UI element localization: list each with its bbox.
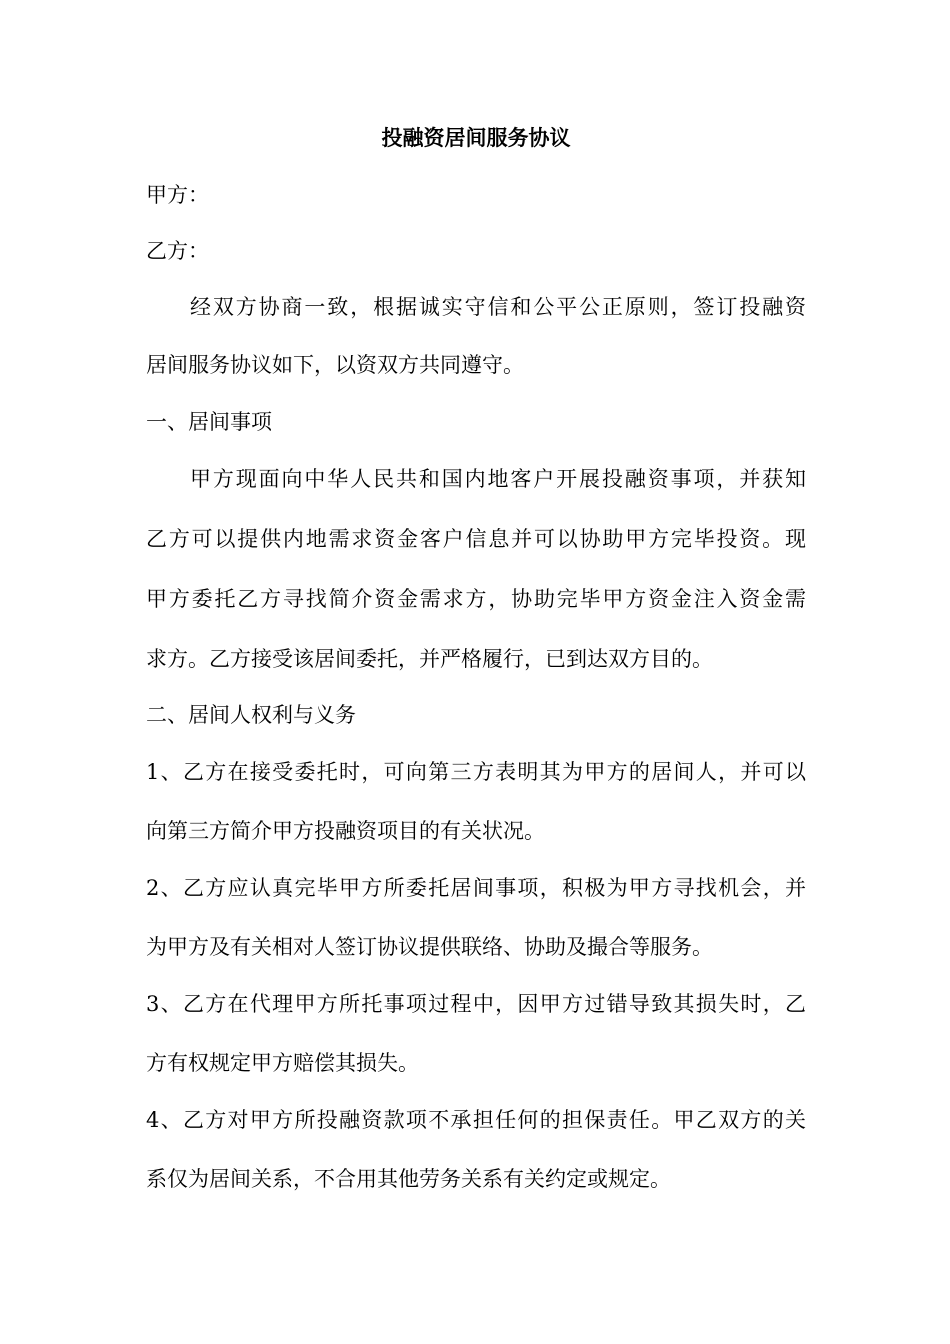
clause-2-line-1: 2、乙方应认真完毕甲方所委托居间事项，积极为甲方寻找机会，并 [146, 876, 806, 900]
section-2-heading: 二、居间人权利与义务 [146, 703, 356, 727]
section-1-line-3: 甲方委托乙方寻找简介资金需求方，协助完毕甲方资金注入资金需 [146, 587, 806, 611]
clause-4-line-2: 系仅为居间关系，不合用其他劳务关系有关约定或规定。 [146, 1167, 671, 1191]
party-a-label: 甲方： [146, 183, 209, 207]
intro-line-2: 居间服务协议如下，以资双方共同遵守。 [146, 353, 524, 377]
section-1-line-1: 甲方现面向中华人民共和国内地客户开展投融资事项，并获知 [190, 467, 806, 491]
party-b-label: 乙方： [146, 239, 209, 263]
clause-1-line-2: 向第三方简介甲方投融资项目的有关状况。 [146, 819, 545, 843]
clause-2-line-2: 为甲方及有关相对人签订协议提供联络、协助及撮合等服务。 [146, 935, 713, 959]
section-1-line-2: 乙方可以提供内地需求资金客户信息并可以协助甲方完毕投资。现 [146, 527, 806, 551]
intro-line-1: 经双方协商一致，根据诚实守信和公平公正原则，签订投融资 [190, 295, 806, 319]
section-1-line-4: 求方。乙方接受该居间委托，并严格履行，已到达双方目的。 [146, 647, 713, 671]
section-1-heading: 一、居间事项 [146, 410, 272, 434]
document-title: 投融资居间服务协议 [381, 125, 571, 150]
clause-3-line-1: 3、乙方在代理甲方所托事项过程中，因甲方过错导致其损失时，乙 [146, 992, 806, 1016]
clause-3-line-2: 方有权规定甲方赔偿其损失。 [146, 1051, 419, 1075]
clause-1-line-1: 1、乙方在接受委托时，可向第三方表明其为甲方的居间人，并可以 [146, 760, 806, 784]
clause-4-line-1: 4、乙方对甲方所投融资款项不承担任何的担保责任。甲乙双方的关 [146, 1108, 806, 1132]
